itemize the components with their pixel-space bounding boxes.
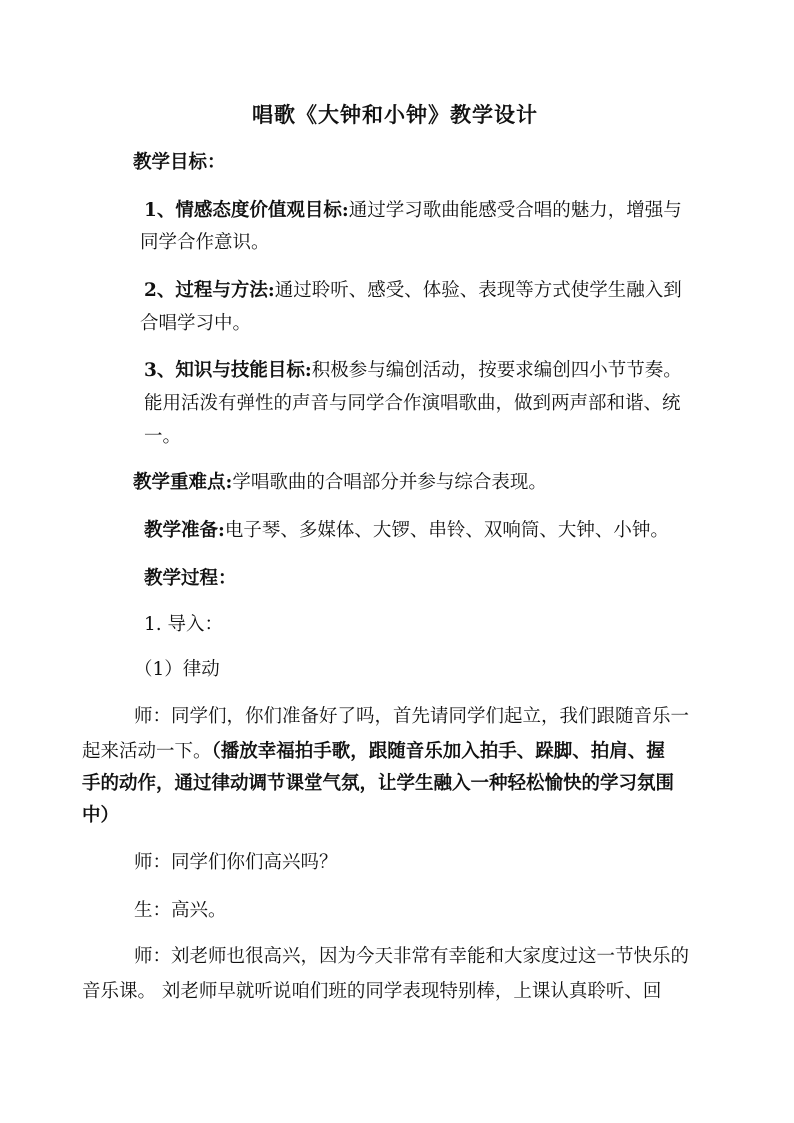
key-points xyxy=(133,470,547,496)
page-title: 唱歌《大钟和小钟》教学设计 xyxy=(252,102,538,127)
key-points-text: 学唱歌曲的合唱部分并参与综合表现。 xyxy=(232,472,547,493)
paragraph-4-line-2: 音乐课。 刘老师早就听说咱们班的同学表现特别棒，上课认真聆听、回 xyxy=(82,981,662,1002)
goal-1-line-1 xyxy=(144,198,682,224)
goal-2-line-1 xyxy=(144,278,682,304)
paragraph-1-line-4: 中） xyxy=(82,805,120,826)
goal-2-line-2: 合唱学习中。 xyxy=(140,313,252,334)
goals-heading: 教学目标： xyxy=(133,152,226,173)
paragraph-4-line-1: 师：刘老师也很高兴，因为今天非常有幸能和大家度过这一节快乐的 xyxy=(134,946,690,967)
prep-label: 教学准备: xyxy=(144,520,225,541)
paragraph-1-bold-note: （播放幸福拍手歌，跟随音乐加入拍手、跺脚、拍肩、握 xyxy=(211,741,665,762)
step-1-1: （1）律动 xyxy=(134,659,220,680)
key-points-label: 教学重难点: xyxy=(133,472,233,493)
teaching-prep xyxy=(144,518,669,544)
paragraph-2: 师：同学们你们高兴吗？ xyxy=(134,852,338,873)
goal-1-text: 通过学习歌曲能感受合唱的魅力，增强与 xyxy=(348,200,682,221)
goal-3-line-2: 能用活泼有弹性的声音与同学合作演唱歌曲，做到两声部和谐、统 xyxy=(144,393,681,414)
paragraph-1-line-1: 师：同学们，你们准备好了吗，首先请同学们起立，我们跟随音乐一 xyxy=(134,706,690,727)
goal-1-line-2: 同学合作意识。 xyxy=(140,232,270,253)
step-1: 1. 导入： xyxy=(144,614,224,635)
process-heading: 教学过程： xyxy=(144,568,237,589)
goal-3-line-3: 一。 xyxy=(144,426,182,447)
goal-1-label: 1、情感态度价值观目标: xyxy=(144,200,349,221)
goal-3-label: 3、知识与技能目标: xyxy=(144,360,312,381)
paragraph-1-line-2-text: 起来活动一下。 xyxy=(82,741,212,762)
goal-3-line-1 xyxy=(144,358,682,384)
goal-3-text: 积极参与编创活动，按要求编创四小节节奏。 xyxy=(311,360,682,381)
goal-2-text: 通过聆听、感受、体验、表现等方式使学生融入到 xyxy=(274,280,682,301)
prep-text: 电子琴、多媒体、大锣、串铃、双响筒、大钟、小钟。 xyxy=(224,520,669,541)
paragraph-1-line-2 xyxy=(82,739,665,765)
goal-2-label: 2、过程与方法: xyxy=(144,280,275,301)
paragraph-1-line-3: 手的动作，通过律动调节课堂气氛，让学生融入一种轻松愉快的学习氛围 xyxy=(82,773,675,794)
paragraph-3: 生：高兴。 xyxy=(134,900,227,921)
